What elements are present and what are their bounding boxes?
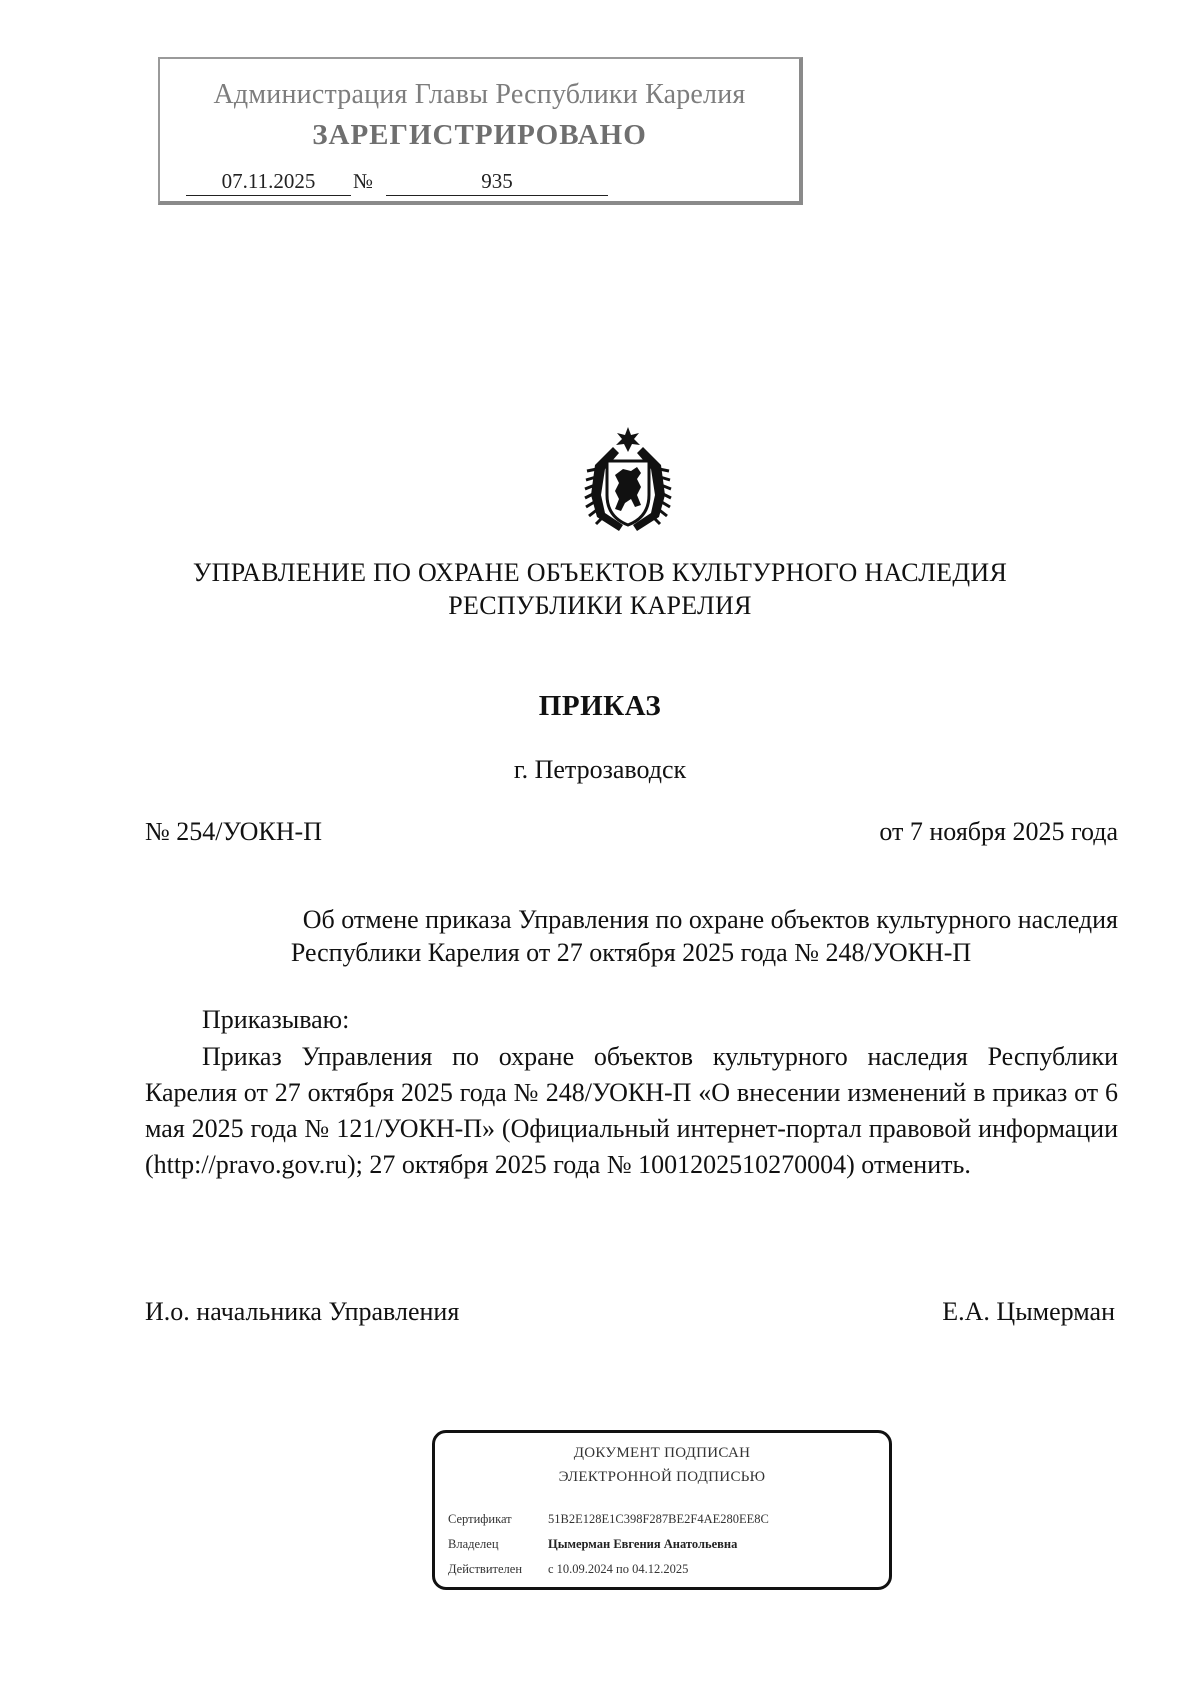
registration-stamp-status: ЗАРЕГИСТРИРОВАНО [312,119,647,151]
signatory-name: Е.А. Цымерман [942,1297,1115,1326]
order-intro: Приказываю: [202,1005,350,1034]
signatory-position: И.о. начальника Управления [145,1297,460,1326]
esig-owner-value: Цымерман Евгения Анатольевна [548,1537,738,1551]
esig-certificate-value: 51B2E128E1C398F287BE2F4AE280EE8C [548,1512,769,1526]
esig-valid-label: Действителен [448,1562,523,1576]
organization-name-line1: УПРАВЛЕНИЕ ПО ОХРАНЕ ОБЪЕКТОВ КУЛЬТУРНОГО НАСЛЕДИЯ [192,558,1008,587]
karelia-coat-of-arms-icon [583,425,673,535]
esig-heading-line1: ДОКУМЕНТ ПОДПИСАН [573,1445,751,1461]
registration-stamp [158,57,803,205]
registration-stamp-number: 935 [386,169,608,196]
esig-heading-line2: ЭЛЕКТРОННОЙ ПОДПИСЬЮ [558,1469,766,1485]
esig-certificate-label: Сертификат [448,1512,512,1526]
document-type: ПРИКАЗ [538,690,662,722]
order-date: от 7 ноября 2025 года [879,817,1118,846]
order-subject-line2: Республики Карелия от 27 октября 2025 года № 248/УОКН-П [290,938,972,967]
registration-stamp-date: 07.11.2025 [186,169,351,196]
registration-stamp-organization: Администрация Главы Республики Карелия [213,79,746,110]
esig-valid-row [448,1562,688,1577]
order-body-text: Приказ Управления по охране объектов культурного наследия Республики Карелия от 27 октября 2025 года № 248/УОКН-П «О внесении изменений в приказ от 6 мая 2025 года № 121/УОКН-П» (Официальный интернет-портал правовой информации (http://pravo.gov.ru); 27 октября 2025 года № 1001202510270004) отменить. [145,1042,1118,1179]
order-subject-line1: Об отмене приказа Управления по охране объектов культурного наследия [302,905,1118,934]
esig-owner-row [448,1537,737,1552]
document-city: г. Петрозаводск [513,755,687,784]
esig-valid-value: с 10.09.2024 по 04.12.2025 [548,1562,689,1576]
esig-certificate-row [448,1512,769,1527]
organization-name-line2: РЕСПУБЛИКИ КАРЕЛИЯ [448,591,752,620]
electronic-signature-stamp [432,1430,892,1590]
order-number: № 254/УОКН-П [145,817,322,846]
registration-stamp-number-sign: № [353,169,374,193]
esig-owner-label: Владелец [448,1537,499,1551]
